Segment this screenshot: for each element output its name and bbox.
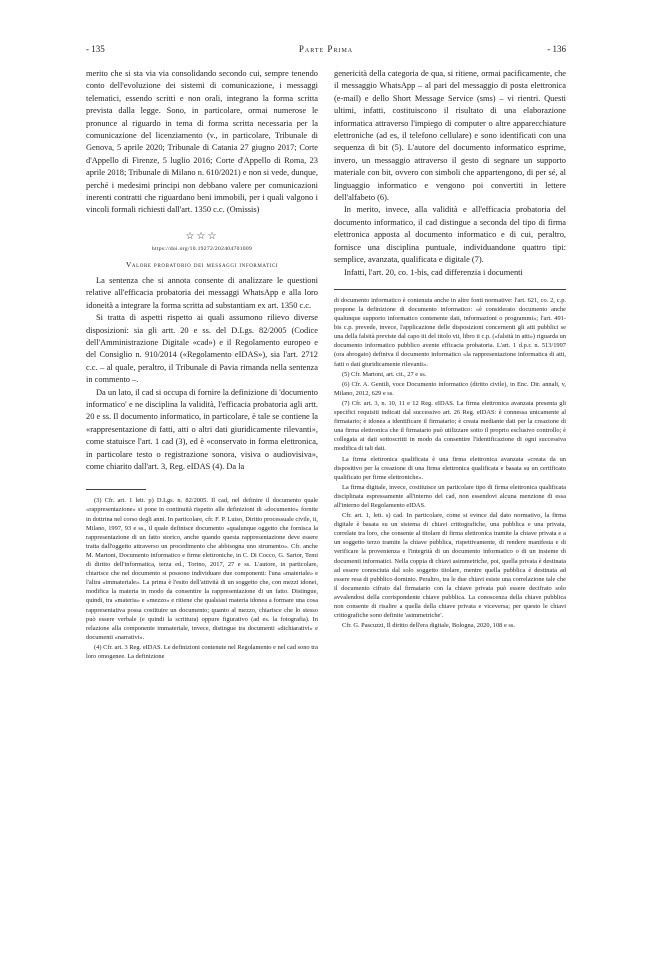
footnote-7-digital-signature: La firma digitale, invece, costituisce un particolare tipo di firma elettronica qualificata disciplinata espressamente all'interno del cad, non essendovi alcuna menzione di essa all'interno del Regolamento eIDAS. <box>334 483 566 509</box>
footnote-6: (6) Cfr. A. Gentili, voce Documento informatico (diritto civile), in Enc. Dir. annali, v, Milano, 2012, 629 e ss. <box>334 380 566 397</box>
running-header <box>86 44 566 58</box>
footnote-5: (5) Cfr. Martoni, art. cit., 27 e ss. <box>342 370 427 378</box>
page-number-right: - 136 <box>547 44 566 54</box>
section-separator-stars: ☆☆☆ <box>185 230 219 242</box>
doi-link[interactable]: https://doi.org/10.19272/202404701009 <box>151 245 253 252</box>
right-body <box>334 68 566 279</box>
left-footnotes <box>86 496 318 661</box>
right-column <box>334 68 566 631</box>
footnote-7-reference: Cfr. G. Pascuzzi, Il diritto dell'era digitale, Bologna, 2020, 108 e ss. <box>342 622 515 630</box>
footnote-3: (3) Cfr. art. 1 lett. p) D.Lgs. n. 82/2005. Il cad, nel definire il documento quale «rappresentazione» si pone in continuità rispetto alle definizioni di «documento» fornite in dottrina nel corso degli anni. In particolare, cfr. F. P. Luiso, Diritto processuale civile, ii, Milano, 1997, 93 e ss., il quale definisce documento «qualunque oggetto che fornisca la rappresentazione di un fatto storico, anche quando questa rappresentazione deve essere tratta dall'oggetto attraverso un procedimento che abbisogna uno strumento». Cfr. anche M. Martoni, Documento informatico e firme elettroniche, in C. Di Cocco, G. Sartor, Temi di diritto dell'informatica, terza ed., Torino, 2017, 27 e ss. L'autore, in particolare, chiarisce che nel documento si possono individuare due componenti: l'una «materiale» e l'altra «immateriale». La prima è l'esito dell'attività di un soggetto che, con mezzi idonei, modifica la materia in modo da consentire la rappresentazione di un fatto. Distingue, quindi, tra «materia» e «mezzo» e ritiene che qualsiasi materia idonea a formare una cosa rappresentativa possa costituire un documento; quanto al mezzo, chiarisce che lo stesso può essere verbale (e quindi la scrittura) oppure figurativo (ad es. la fotografia). In relazione alla componente immateriale, invece, distingue tra documenti «dichiarativi» e documenti «narrativi». <box>86 497 318 641</box>
left-paragraph-2: La sentenza che si annota consente di analizzare le questioni relative all'efficacia probatoria dei messaggi WhatsApp e alla loro idoneità a integrare la forma scritta ad substantiam ex art. 1350 c.c. <box>86 275 318 310</box>
footnote-4: (4) Cfr. art. 3 Reg. eIDAS. Le definizioni contenute nel Regolamento e nel cad sono tra loro omogenee. La definizione <box>86 643 318 660</box>
right-paragraph-2: In merito, invece, alla validità e all'efficacia probatoria del documento informatico, il cad distingue a seconda del tipo di firma elettronica apposta al documento informatico e di cui, peraltro, fornisce una disciplina puntuale, individuandone quattro tipi: semplice, avanzata, qualificata e digitale (7). <box>334 205 566 265</box>
footnote-7-keys: Cfr. art. 1, lett. s) cad. In particolare, come si evince dal dato normativo, la firma digitale è basata su un sistema di chiavi crittografiche, una pubblica e una privata, correlate tra loro, che consente al titolare di firma elettronica tramite la chiave privata e a un soggetto terzo tramite la chiave pubblica, rispettivamente, di rendere manifesta e di verificare la provenienza e l'integrità di un documento informatico o di un insieme di documenti informatici. Nella coppia di chiavi asimmetriche, poi, quella privata è destinata ad essere conosciuta dal solo soggetto titolare, mentre quella pubblica è destinata ad essere resa di pubblico dominio. Peraltro, tra le due chiavi esiste una correlazione tale che il documento cifrato dal firmatario con la chiave privata può essere decifrato solo avvalendosi della corrispondente chiave pubblica. La conoscenza della chiave pubblica non consente di risalire a quella della chiave privata e viceversa; per questo le chiavi crittografiche sono definite 'asimmetriche'. <box>334 512 566 620</box>
right-paragraph-3: Infatti, l'art. 20, co. 1-bis, cad differenzia i documenti <box>344 267 523 277</box>
footnote-7-qualified-signature: La firma elettronica qualificata è una firma elettronica avanzata «creata da un dispositivo per la creazione di una firma elettronica qualificata e basata su un certificato qualificato per firme elettroniche». <box>334 455 566 481</box>
left-paragraph-1: merito che si sta via via consolidando secondo cui, sempre tenendo conto dell'evoluzione dei sistemi di comunicazione, i messaggi telematici, essendo scritti e non orali, integrano la forma scritta prevista dalla legge. Sono, in particolare, ormai numerose le pronunce al riguardo in tema di forma scritta necessaria per la comunicazione del licenziamento (v., in particolare, Tribunale di Genova, 5 aprile 2020; Tribunale di Catania 27 giugno 2017; Corte d'Appello di Firenze, 5 luglio 2016; Corte d'Appello di Roma, 23 aprile 2018; Tribunale di Milano n. 610/2021) e non si vede, dunque, perché i medesimi principi non debbano valere per comunicazioni inerenti contratti che riguardano beni immobili, per i quali valgono i vincoli formali richiesti dall'art. 1350 c.c. (Omissis) <box>86 69 318 215</box>
footnote-rule-right <box>334 289 566 290</box>
page-number-left: - 135 <box>86 44 105 54</box>
right-footnotes <box>334 296 566 630</box>
footnote-rule <box>86 489 146 490</box>
left-column <box>86 68 318 662</box>
footnote-4-continued: di documento informatico è contenuta anche in altre fonti normative: l'art. 621, co. 2, c.p. propone la definizione di documento informatico: «è considerato documento anche qualunque supporto informatico contenente dati, informazioni o programmi»; l'art. 491-bis c.p. prevede, invece, l'applicazione delle disposizioni concernenti gli atti pubblici se una della falsità previste dal capo iii del titolo vii, libro ii c.p. («falsità in atti») riguarda un documento informatico pubblico avente efficacia probatoria. L'art. 1 d.p.r. n. 513/1997 (ora abrogato) definiva il documento informatico «la rappresentazione informatica di atti, fatti o dati giuridicamente rilevanti». <box>334 296 566 368</box>
running-title: Parte Prima <box>298 44 354 54</box>
left-paragraph-3: Si tratta di aspetti rispetto ai quali assumono rilievo diverse disposizioni: sia gli artt. 20 e ss. del D.Lgs. 82/2005 (Codice dell'Amministrazione Digitale «cad») e il Regolamento europeo e del Consiglio n. 910/2014 («Regolamento eIDAS»), sia l'art. 2712 c.c. – al quale, peraltro, il Tribunale di Pavia rimanda nella sentenza in commento –. <box>86 313 318 385</box>
left-paragraph-4: Da un lato, il cad si occupa di fornire la definizione di 'documento informatico' e ne disciplina la validità, l'efficacia probatoria agli artt. 20 e ss. Il documento informatico, in particolare, è tale se contiene la «rappresentazione di fatti, atti o altri dati giuridicamente rilevanti», come statuisce l'art. 1 cad (3), ed è «conservato in forma elettronica, in particolare testo o registrazione sonora, visiva o audiovisiva», come chiarito dall'art. 3, Reg. eIDAS (4). Da la <box>86 387 318 471</box>
left-body-continued <box>86 275 318 474</box>
right-paragraph-1: genericità della categoria de qua, si ritiene, ormai pacificamente, che il messaggio WhatsApp – al pari del messaggio di posta elettronica (e-mail) e dello Short Message Service (sms) – vi rientri. Questi ultimi, infatti, costituiscono il risultato di una elaborazione informatica attraverso l'impiego di computer o altre apparecchiature elettroniche (ad es, il telefono cellulare) e sono identificati con una sequenza di bit (5). L'autore del documento informatico esprime, invero, un messaggio attraverso il gesto di segnare un supporto materiale con bit, ovvero con simboli che appartengono, di per sé, al linguaggio informatico e vengono poi convertiti in lettere dell'alfabeto (6). <box>334 69 566 203</box>
section-heading: Valore probatorio dei messaggi informatici <box>125 259 279 269</box>
left-body <box>86 68 318 217</box>
footnote-7: (7) Cfr. art. 3, n. 10, 11 e 12 Reg. eIDAS. La firma elettronica avanzata presenta gli specifici requisiti indicati dal successivo art. 26 Reg. eIDAS: è connessa unicamente al firmatario; è idonea a identificare il firmatario; è creata mediante dati per la creazione di una firma elettronica che il firmatario può utilizzare sotto il proprio esclusivo controllo; è collegata ai dati sottoscritti in modo da consentire l'identificazione di ogni successiva modifica di tali dati. <box>334 399 566 453</box>
